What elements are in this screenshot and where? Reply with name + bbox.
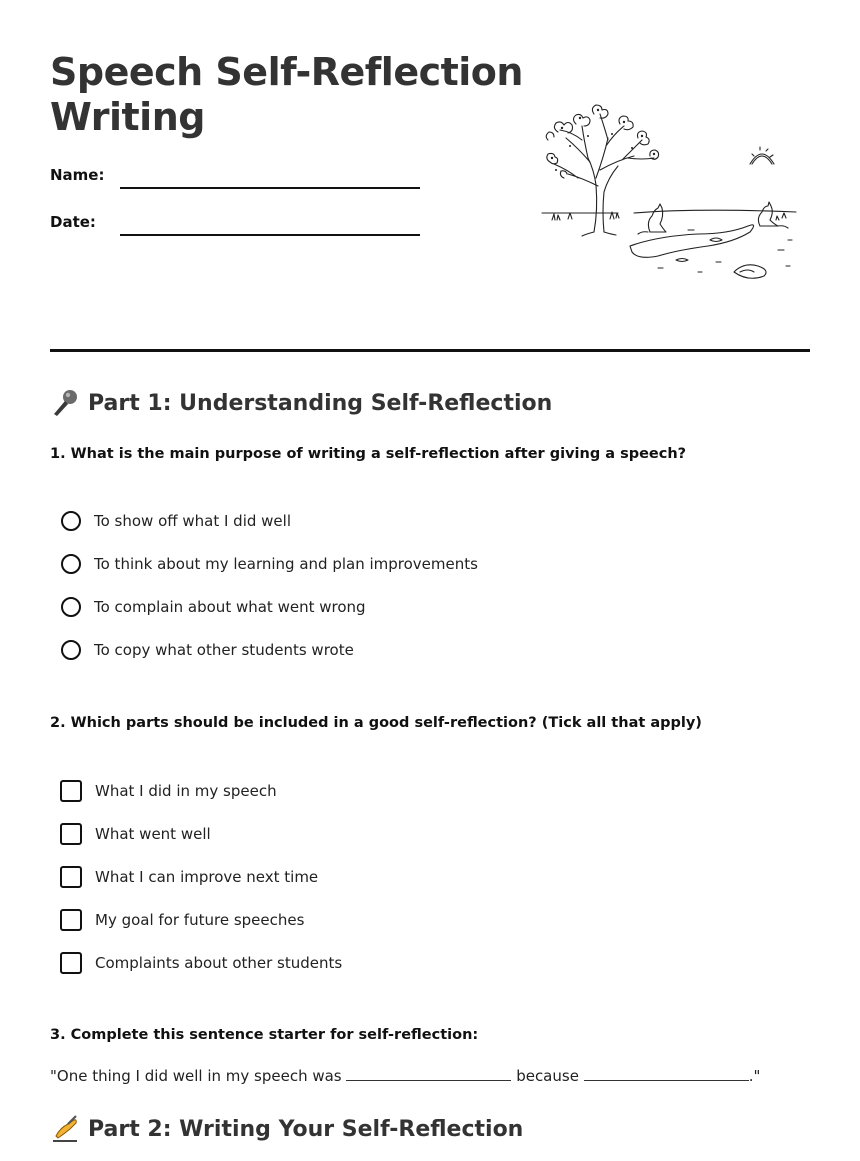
option-label: To think about my learning and plan improvements (94, 555, 478, 573)
sentence-start: "One thing I did well in my speech was (50, 1067, 342, 1085)
page-title (50, 50, 523, 140)
option-label: What I can improve next time (95, 868, 319, 886)
part1-heading-text: Part 1: Understanding Self-Reflection (88, 390, 553, 416)
option-label: To complain about what went wrong (94, 598, 366, 616)
title-line-1: Speech Self-Reflection (50, 50, 523, 94)
radio-button[interactable] (61, 511, 81, 531)
q2-option-3[interactable] (60, 866, 318, 888)
q1-option-3[interactable] (60, 597, 366, 617)
q2-option-2[interactable] (60, 823, 211, 845)
radio-button[interactable] (61, 554, 81, 574)
question-2: 2. Which parts should be included in a good self-reflection? (Tick all that apply) (50, 715, 702, 731)
radio-button[interactable] (61, 597, 81, 617)
checkbox[interactable] (60, 909, 82, 931)
checkbox[interactable] (60, 866, 82, 888)
part2-heading (50, 1114, 523, 1144)
option-label: To show off what I did well (94, 512, 291, 530)
checkbox[interactable] (60, 823, 82, 845)
date-label: Date: (50, 213, 96, 231)
checkbox[interactable] (60, 780, 82, 802)
name-label: Name: (50, 166, 105, 184)
answer-blank-2[interactable] (584, 1068, 749, 1081)
option-label: My goal for future speeches (95, 911, 305, 929)
sentence-end: ." (748, 1067, 761, 1085)
microphone-icon (50, 388, 80, 418)
answer-blank-1[interactable] (346, 1068, 511, 1081)
option-label: Complaints about other students (95, 954, 343, 972)
outback-illustration (538, 100, 800, 285)
section-divider (50, 349, 810, 352)
q1-option-4[interactable] (60, 640, 354, 660)
q2-option-5[interactable] (60, 952, 342, 974)
radio-button[interactable] (61, 640, 81, 660)
sentence-starter (50, 1067, 760, 1085)
option-label: To copy what other students wrote (94, 641, 354, 659)
part2-heading-text: Part 2: Writing Your Self-Reflection (88, 1116, 524, 1142)
q1-option-1[interactable] (60, 511, 291, 531)
date-field[interactable] (120, 234, 420, 236)
sentence-mid: because (516, 1067, 579, 1085)
writing-hand-icon (50, 1114, 80, 1144)
q1-option-2[interactable] (60, 554, 478, 574)
name-field[interactable] (120, 187, 420, 189)
title-line-2: Writing (50, 95, 205, 139)
option-label: What went well (95, 825, 211, 843)
q2-option-1[interactable] (60, 780, 277, 802)
part1-heading (50, 388, 552, 418)
q2-option-4[interactable] (60, 909, 304, 931)
question-1: 1. What is the main purpose of writing a self-reflection after giving a speech? (50, 446, 687, 462)
question-3: 3. Complete this sentence starter for self-reflection: (50, 1027, 479, 1043)
checkbox[interactable] (60, 952, 82, 974)
option-label: What I did in my speech (95, 782, 277, 800)
